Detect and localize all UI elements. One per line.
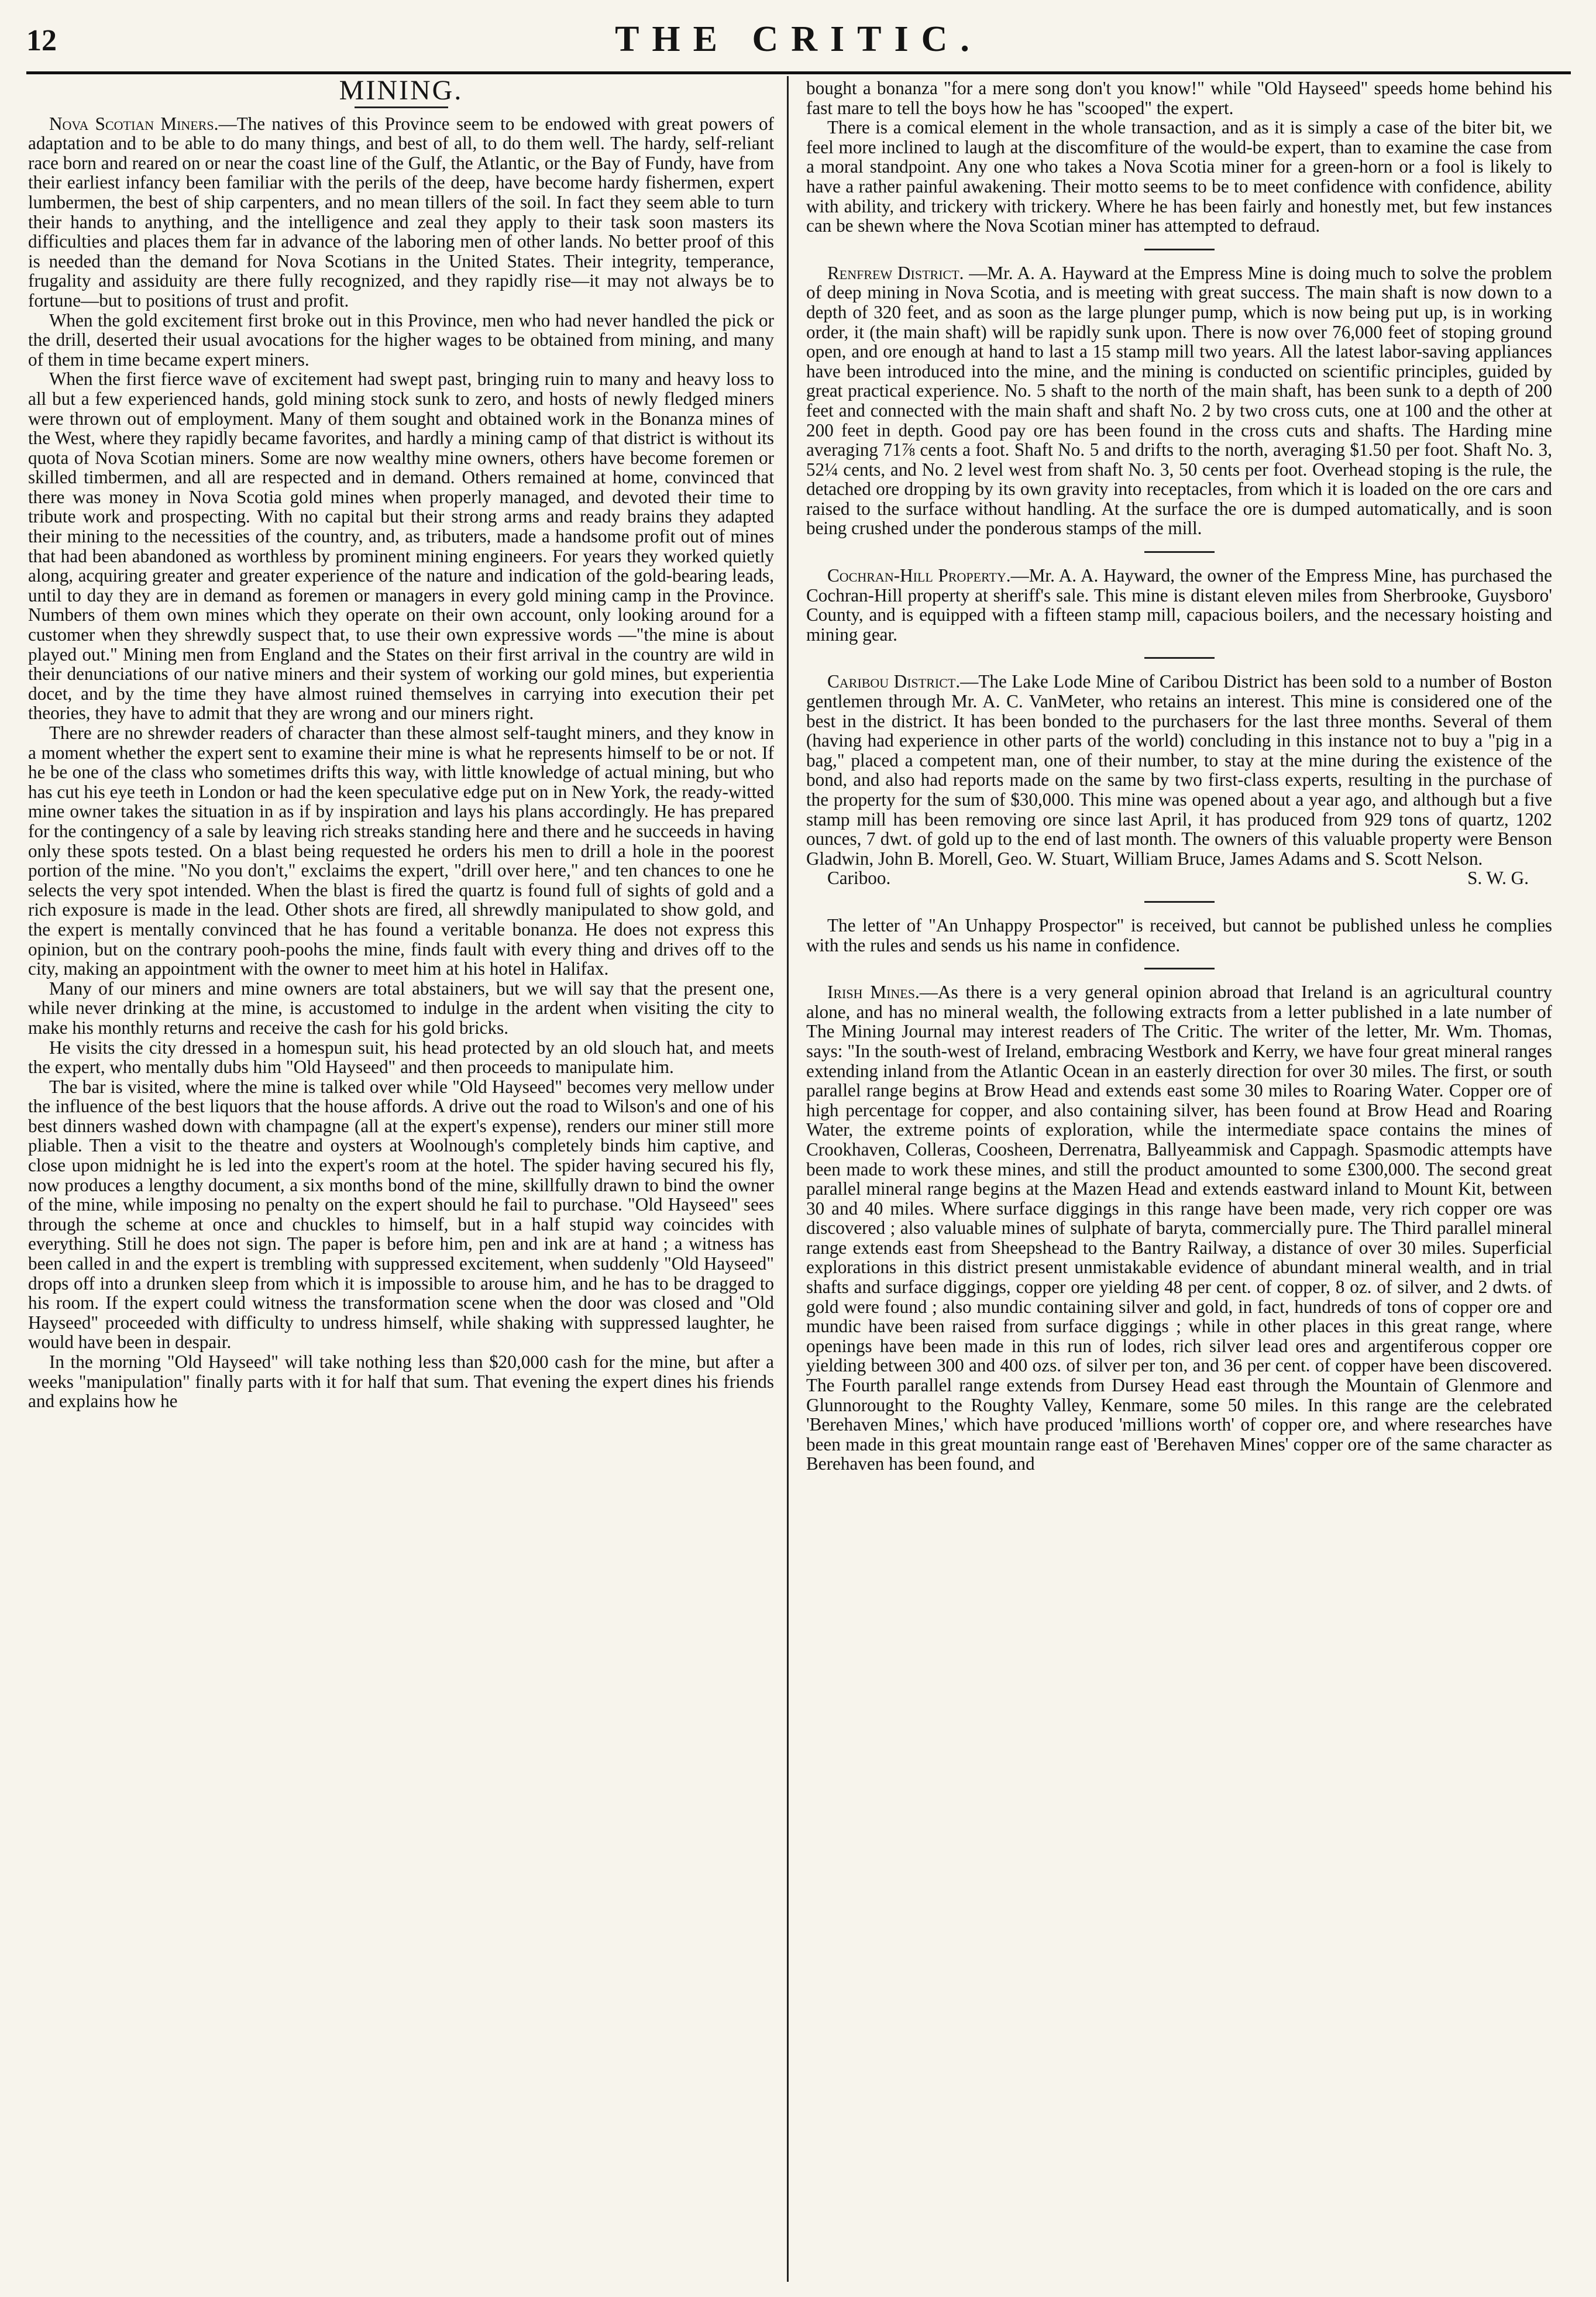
header-rule — [26, 71, 1571, 74]
publication-title: THE CRITIC. — [615, 19, 982, 59]
right-column — [806, 78, 1552, 2281]
article-renfrew-district — [806, 263, 1552, 538]
paragraph-text: —Mr. A. A. Hayward at the Empress Mine is doing much to solve the problem of deep mining in Nova Scotia, and is meeting with great success. The main shaft is now down to a depth of 320 feet, and as soon as the large plunger pump, which is now being put up, is in working order, it (the main shaft) will be rapidly sunk upon. There is now over 76,000 feet of stoping ground open, and ore enough at hand to last a 15 stamp mill two years. All the latest labor-saving appliances have been introduced into the mine, and the mining is conducted on scientific principles, guided by great practical experience. No. 5 shaft to the north of the main shaft, has been sunk to a depth of 200 feet and connected with the main shaft and shaft No. 2 by two cross cuts, one at 100 and the other at 200 feet in depth. Good pay ore has been found in the cross cuts and shafts. The Harding mine averaging 71⅞ cents a foot. Shaft No. 5 and drifts to the north, averaging $1.50 per foot. Shaft No. 3, 52¼ cents, and No. 2 level west from shaft No. 3, 50 cents per foot. Overhead stoping is the rule, the detached ore dropping by its own gravity into receptacles, from which it is loaded on the ore cars and raised to the surface without handling. At the surface the ore is dumped automatically, and is soon being crushed under the ponderous stamps of the mill. — [806, 262, 1552, 539]
signature-initials: S. W. G. — [1467, 868, 1529, 889]
paragraph: When the gold excitement first broke out in this Province, men who had never handled the pick or the drill, deserted their usual avocations for the higher wages to be obtained from mining, and many of them in time became expert miners. — [28, 310, 774, 370]
separator-rule — [1144, 901, 1215, 903]
paragraph-text: —The natives of this Province seem to be endowed with great powers of adaptation and to be able to do many things, and best of all, to do them well. The hardy, self-reliant race born and reared on or near the coast line of the Gulf, the Atlantic, or the Bay of Fundy, have from their earliest infancy been familiar with the perils of the deep, have become hardy fishermen, expert lumbermen, the best of ship carpenters, and no mean tillers of the soil. In fact they seem able to turn their hands to anything, and the intelligence and zeal they apply to their task soon masters its difficulties and places them far in advance of the laboring men of other lands. No better proof of this is needed than the demand for Nova Scotians in the United States. Their integrity, temperance, frugality and assiduity are there fully recognized, and they rapidly rise—it may not always be to fortune—but to positions of trust and profit. — [28, 113, 774, 311]
separator-rule — [1144, 249, 1215, 250]
article-lead: Nova Scotian Miners. — [49, 113, 219, 134]
paragraph: Many of our miners and mine owners are total abstainers, but we will say that the present one, while never drinking at the mine, is accustomed to indulge in the ardent when visiting the city to make his monthly returns and receive the cash for his gold bricks. — [28, 978, 774, 1038]
paragraph: bought a bonanza "for a mere song don't you know!" while "Old Hayseed" speeds home behind his fast mare to tell the boys how he has "scooped" the expert. — [806, 78, 1552, 118]
paragraph-text: —The Lake Lode Mine of Caribou District has been sold to a number of Boston gentlemen through Mr. A. C. VanMeter, who retains an interest. This mine is considered one of the best in the district. It has been bonded to the purchasers for the last three months. Several of them (having had experience in other parts of the world) concluding in this instance not to buy a "pig in a bag," placed a competent man, one of their number, to stay at the mine during the existence of the bond, and also had reports made on the same by two first-class experts, resulting in the purchase of the property for the sum of $30,000. This mine was opened about a year ago, and although but a five stamp mill has been removing ore since last April, it has produced from 929 tons of quartz, 1202 ounces, 7 dwt. of gold up to the end of last month. The owners of this valuable property were Benson Gladwin, John B. Morell, Geo. W. Stuart, William Bruce, James Adams and S. Scott Nelson. — [806, 671, 1552, 869]
paragraph: The letter of "An Unhappy Prospector" is received, but cannot be published unless he complies with the rules and sends us his name in confidence. — [806, 914, 1552, 955]
section-heading: MINING. — [339, 78, 463, 106]
article-irish-mines — [806, 982, 1552, 1474]
paragraph: There is a comical element in the whole transaction, and as it is simply a case of the biter bit, we feel more inclined to laugh at the discomfiture of the would-be expert, than to examine the case from a moral standpoint. Any one who takes a Nova Scotia miner for a green-horn or a fool is likely to have a rather painful awakening. Their motto seems to be to meet confidence with confidence, ability with ability, and trickery with trickery. Where he has been fairly and honestly met, but few instances can be shewn where the Nova Scotian miner has attempted to defraud. — [806, 117, 1552, 236]
paragraph: He visits the city dressed in a homespun suit, his head protected by an old slouch hat, and meets the expert, who mentally dubs him "Old Hayseed" and then proceeds to manipulate him. — [28, 1037, 774, 1078]
page-number: 12 — [26, 24, 57, 57]
article-cochran-hill — [806, 566, 1552, 644]
masthead — [26, 11, 1571, 69]
left-column — [28, 78, 774, 2281]
article-lead: Caribou District. — [827, 671, 961, 692]
paragraph: The bar is visited, where the mine is talked over while "Old Hayseed" becomes very mellow under the influence of the best liquors that the house affords. A drive out the road to Wilson's and one of his best dinners washed down with champagne (all at the expert's expense), renders our miner still more pliable. Then a visit to the theatre and oysters at Woolnough's completely binds him captive, and close upon midnight he is led into the expert's room at the hotel. The spider having secured his fly, now produces a lengthy document, a six months bond of the mine, skillfully drawn to bind the owner of the mine, while imposing no penalty on the expert should he fail to purchase. "Old Hayseed" sees through the scheme at once and chuckles to himself, but in a half stupid way coincides with everything. Still he does not sign. The paper is before him, pen and ink are at hand ; a witness has been called in and the expert is trembling with suppressed excitement, when suddenly "Old Hayseed" drops off into a drunken sleep from which it is impossible to arouse him, and he has to be dragged to his room. If the expert could witness the transformation scene when the door was closed and "Old Hayseed" proceeded with difficulty to undress himself, while shaking with suppressed laughter, he would have been in despair. — [28, 1076, 774, 1353]
separator-rule — [1144, 551, 1215, 553]
article-caribou-district — [806, 672, 1552, 868]
article-lead: Cochran-Hill Property. — [827, 565, 1011, 586]
signature-place: Cariboo. — [827, 868, 891, 889]
article-nova-scotian-miners — [28, 114, 774, 311]
separator-rule — [1144, 657, 1215, 659]
paragraph: When the first fierce wave of excitement had swept past, bringing ruin to many and heavy loss to all but a few experienced hands, gold mining stock sunk to zero, and hosts of newly fledged miners were thrown out of employment. Many of them sought and obtained work in the Bonanza mines of the West, where they rapidly became favorites, and hardly a mining camp of that district is without its quota of Nova Scotian miners. Some are now wealthy mine owners, others have become foremen or skilled timbermen, and all are respected and in demand. Others remained at home, convinced that there was money in Nova Scotia gold mines when properly managed, and devoted their time to tribute work and prospecting. With no capital but their strong arms and ready brains they adapted their mining to the necessities of the country, and, as tributers, made a handsome profit out of mines that had been abandoned as worthless by prominent mining engineers. For years they worked quietly along, acquiring greater and greater experience of the nature and indication of the gold-bearing leads, until to day they are in demand as foremen or managers in every gold mining camp in the Province. Numbers of them own mines which they operate on their own account, only looking around for a customer when they shrewdly suspect that, to use their own expressive words —"the mine is about played out." Mining men from England and the States on their first arrival in the country are wild in their denunciations of our native miners and their system of working our gold mines, but experientia docet, and by the time they have almost ruined themselves in carrying into execution their pet theories, they have to admit that they are wrong and our miners right. — [28, 369, 774, 724]
paragraph-text: —As there is a very general opinion abroad that Ireland is an agricultural country alone, and has no mineral wealth, the following extracts from a letter published in a late number of The Mining Journal may interest readers of The Critic. The writer of the letter, Mr. Wm. Thomas, says: "In the south-west of Ireland, embracing Westbork and Kerry, we have four great mineral ranges extending inland from the Atlantic Ocean in an easterly direction for over 30 miles. The first, or south parallel range begins at Brow Head and extends east some 30 miles to Roaring Water. Copper ore of high percentage for copper, and also containing silver, has been found at Brow Head and Roaring Water, the extreme points of exploration, while the intermediate space contains the mines of Crookhaven, Colleras, Coosheen, Derrenatra, Ballyeammisk and Cappagh. Spasmodic attempts have been made to work these mines, and still the product amounted to some £300,000. The second great parallel mineral range begins at the Mazen Head and extends eastward inland to Mount Kit, between 30 and 40 miles. Where surface diggings in this range have been made, very rich copper ore was discovered ; also valuable mines of sulphate of baryta, commercially pure. The Third parallel mineral range extends east from Sheepshead to the Bantry Railway, a distance of over 30 miles. Superficial explorations in this district present unmistakable evidence of abundant mineral wealth, and in trial shafts and surface diggings, copper ore yielding 48 per cent. of copper, 8 oz. of silver, and 2 dwts. of gold were found ; also mundic containing silver and gold, in fact, hundreds of tons of copper ore and mundic have been raised from surface diggings ; while in other places in this great range, where openings have been made in this run of lodes, rich silver lead ores and argentiferous copper ore yielding between 300 and 400 ozs. of silver per ton, and 36 per cent. of copper have been discovered. The Fourth parallel range extends from Dursey Head east through the Mountain of Glenmore and Glunnorought to the Roughty Valley, Kenmare, some 50 miles. In this range are the celebrated 'Berehaven Mines,' which have produced 'millions worth' of copper ore, and where researches have been made in this great mountain range east of 'Berehaven Mines' copper ore of the same character as Berehaven has been found, and — [806, 982, 1552, 1474]
paragraph: There are no shrewder readers of character than these almost self-taught miners, and they know in a moment whether the expert sent to examine their mine is what he represents himself to be or not. If he be one of the class who sometimes drifts this way, with little knowledge of actual mining, but who has cut his eye teeth in London or had the keen speculative edge put on in New York, the ready-witted mine owner takes the situation in as if by inspiration and lays his plans accordingly. He has prepared for the contingency of a sale by leaving rich streaks standing here and there and he succeeds in having only these spots tested. On a blast being requested he orders his men to drill a hole in the poorest portion of the mine. "No you don't," exclaims the expert, "drill over here," and ten chances to one he selects the very spot intended. When the blast is fired the quartz is found full of sights of gold and a rich exposure is made in the lead. Other shots are fired, all shrewdly manipulated to show gold, and the expert is mentally convinced that he has found a veritable bonanza. He does not express this opinion, but on the contrary pooh-poohs the mine, finds fault with every thing and drives off to the city, making an appointment with the owner to meet him at his hotel in Halifax. — [28, 723, 774, 979]
article-lead: Renfrew District. — [827, 262, 964, 283]
separator-rule — [1144, 968, 1215, 969]
column-divider — [787, 76, 789, 2282]
heading-rule — [355, 106, 448, 108]
signature-line — [806, 868, 1552, 888]
paragraph-text: —Mr. A. A. Hayward, the owner of the Empress Mine, has purchased the Cochran-Hill property at sheriff's sale. This mine is distant eleven miles from Sherbrooke, Guysboro' County, and is equipped with a fifteen stamp mill, capacious boilers, and the necessary hoisting and mining gear. — [806, 565, 1552, 645]
article-lead: Irish Mines. — [827, 982, 920, 1003]
paragraph: In the morning "Old Hayseed" will take nothing less than $20,000 cash for the mine, but after a weeks "manipulation" finally parts with it for half that sum. That evening the expert dines his friends and explains how he — [28, 1352, 774, 1412]
